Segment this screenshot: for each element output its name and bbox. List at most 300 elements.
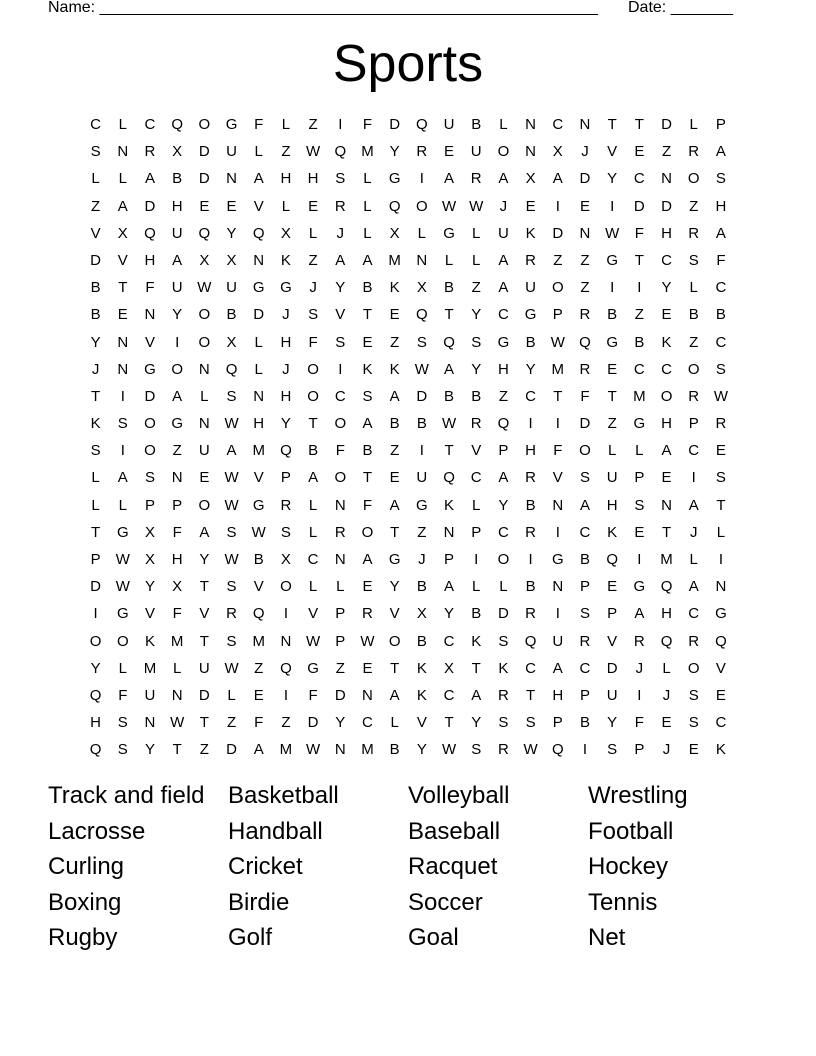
grid-letter: C [362,714,373,732]
grid-letter: E [661,306,672,324]
grid-letter: Y [90,333,101,351]
page-title: Sports [332,35,484,93]
grid-letter: B [172,170,183,188]
grid-letter: G [116,605,129,623]
grid-letter: F [362,496,373,514]
grid-row [82,519,735,546]
grid-letter: F [254,714,264,732]
grid-letter: K [389,360,400,378]
grid-letter: N [144,306,156,324]
grid-letter: O [687,360,700,378]
grid-letter: M [388,251,401,269]
grid-letter: L [499,578,508,596]
grid-letter: R [334,523,346,541]
grid-letter: E [661,469,672,487]
grid-letter: B [416,632,427,650]
grid-row [82,573,735,600]
grid-letter: I [637,686,642,704]
grid-letter: Y [444,605,455,623]
grid-letter: C [661,360,672,378]
grid-letter: H [552,686,564,704]
grid-letter: N [280,632,292,650]
grid-letter: B [416,578,427,596]
grid-letter: G [443,224,455,242]
grid-letter: D [497,605,509,623]
grid-letter: Z [689,333,699,351]
grid-letter: E [362,659,373,677]
grid-letter: M [361,143,374,161]
grid-letter: L [91,496,100,514]
grid-letter: U [470,143,482,161]
grid-letter: C [688,442,700,460]
grid-letter: U [226,143,237,161]
grid-letter: P [471,523,482,541]
grid-letter: S [634,496,645,514]
grid-letter: B [308,442,319,460]
grid-letter: Q [280,442,292,460]
grid-letter: I [283,686,288,704]
grid-letter: N [198,360,210,378]
grid-letter: Z [172,442,182,460]
grid-letter: D [334,686,346,704]
grid-letter: H [253,415,265,433]
grid-letter: H [525,442,537,460]
grid-letter: V [253,469,264,487]
grid-letter: O [687,170,700,188]
grid-letter: I [555,197,560,215]
grid-letter: L [472,496,481,514]
grid-letter: N [117,143,129,161]
grid-letter: J [662,686,671,704]
grid-letter: A [444,170,455,188]
grid-letter: U [525,279,537,297]
grid-letter: U [171,224,183,242]
grid-letter: V [253,197,264,215]
grid-letter: S [498,632,509,650]
grid-row [82,193,735,220]
grid-letter: N [198,415,210,433]
grid-letter: S [715,170,726,188]
grid-letter: Z [335,659,345,677]
grid-row [82,655,735,682]
grid-letter: I [582,741,588,759]
grid-letter: T [634,116,644,133]
grid-letter: Z [91,197,101,215]
grid-letter: X [144,523,155,541]
grid-letter: T [390,659,400,677]
grid-letter: P [335,605,346,623]
grid-letter: F [716,251,726,269]
grid-letter: D [661,197,672,215]
grid-letter: S [335,170,346,188]
grid-letter: G [497,333,510,351]
grid-letter: Y [226,224,237,242]
grid-letter: S [715,360,726,378]
grid-letter: Y [498,496,509,514]
grid-letter: L [91,469,100,487]
grid-letter: R [688,387,700,405]
grid-letter: K [498,659,509,677]
grid-letter: S [117,415,128,433]
word-list-item: Golf [228,924,273,952]
grid-letter: A [389,387,400,405]
grid-letter: Q [416,116,428,133]
grid-letter: L [254,333,263,351]
grid-letter: H [171,197,183,215]
grid-letter: A [253,170,264,188]
grid-letter: R [579,306,591,324]
grid-letter: R [226,605,237,623]
grid-letter: V [90,224,101,242]
grid-letter: K [444,496,455,514]
word-list-item: Football [588,817,674,845]
grid-letter: O [307,387,319,405]
grid-letter: F [172,605,182,623]
grid-letter: X [172,578,183,596]
grid-letter: I [555,605,560,623]
grid-letter: P [634,469,645,487]
grid-letter: K [280,251,291,269]
grid-letter: R [525,469,537,487]
grid-letter: K [90,415,101,433]
grid-letter: O [497,551,510,568]
grid-letter: O [89,632,102,650]
grid-row [82,492,735,519]
grid-letter: Y [607,714,618,732]
word-list-item: Rugby [48,924,118,952]
word-list-item: Tennis [588,888,658,916]
grid-letter: T [716,496,726,514]
word-list-item: Basketball [228,782,339,809]
grid-letter: G [252,496,265,514]
grid-letter: D [416,387,428,405]
grid-letter: M [551,360,565,378]
grid-letter: B [688,306,699,324]
grid-letter: K [389,279,400,297]
grid-letter: Z [199,741,209,759]
grid-letter: B [525,496,536,514]
grid-letter: V [117,251,128,269]
grid-letter: U [497,224,509,242]
grid-letter: Z [308,251,318,269]
grid-letter: T [362,306,373,324]
grid-letter: S [362,387,373,405]
grid-letter: A [362,251,373,269]
grid-letter: J [635,659,644,677]
grid-letter: G [307,659,319,677]
grid-letter: D [90,578,102,596]
grid-letter: S [90,442,101,460]
grid-letter: B [471,116,482,133]
grid-letter: Z [281,714,291,732]
grid-letter: L [716,523,726,541]
grid-letter: V [416,714,427,732]
grid-letter: S [579,469,590,487]
grid-letter: J [282,306,290,324]
grid-letter: S [416,333,427,351]
grid-letter: B [416,415,427,433]
grid-letter: Q [524,632,537,650]
grid-letter: O [307,360,319,378]
grid-letter: E [362,333,373,351]
grid-letter: A [498,251,509,269]
grid-letter: S [90,143,101,161]
grid-letter: S [226,523,237,541]
grid-letter: U [443,116,455,133]
grid-letter: A [471,686,482,704]
grid-letter: M [170,632,184,650]
grid-letter: A [335,251,346,269]
grid-letter: M [252,632,265,650]
grid-letter: L [363,224,372,242]
grid-letter: L [118,496,127,514]
grid-letter: W [224,469,239,487]
grid-letter: O [334,469,347,487]
word-list-item: Birdie [228,888,290,916]
grid-letter: S [117,741,128,759]
grid-letter: X [117,224,128,242]
grid-letter: S [335,333,346,351]
grid-letter: W [251,523,266,541]
grid-letter: W [115,578,130,596]
grid-letter: L [118,116,127,133]
grid-letter: A [362,415,373,433]
grid-letter: L [390,714,399,732]
grid-letter: A [715,143,726,161]
grid-letter: N [253,251,265,269]
grid-letter: T [444,714,454,732]
grid-letter: I [283,605,288,623]
grid-letter: C [334,387,346,405]
grid-letter: Z [580,279,590,297]
grid-letter: A [688,578,699,596]
grid-letter: S [226,387,237,405]
grid-letter: I [474,551,479,568]
grid-letter: Y [335,279,346,297]
grid-letter: W [713,387,728,405]
grid-letter: N [661,170,672,188]
grid-letter: Z [661,143,672,161]
grid-letter: B [471,605,482,623]
grid-letter: L [499,116,508,133]
grid-letter: X [552,143,563,161]
grid-letter: B [715,306,726,324]
grid-letter: E [226,197,237,215]
grid-letter: Q [89,686,102,704]
grid-letter: U [606,469,618,487]
grid-letter: V [253,578,264,596]
grid-letter: R [633,632,645,650]
grid-letter: D [253,306,265,324]
grid-letter: R [688,632,700,650]
grid-letter: W [170,714,185,732]
grid-letter: O [116,632,129,650]
grid-letter: I [610,279,615,297]
grid-letter: T [118,279,128,297]
grid-letter: E [688,741,699,759]
grid-letter: E [579,197,590,215]
grid-letter: O [198,333,211,351]
grid-letter: F [172,523,182,541]
grid-letter: H [171,551,183,568]
grid-letter: I [637,279,642,297]
grid-letter: I [718,551,723,568]
grid-row [82,437,735,464]
grid-letter: M [633,387,646,405]
grid-letter: I [637,551,642,568]
grid-letter: N [334,551,346,568]
grid-letter: V [308,605,319,623]
grid-letter: L [363,197,372,215]
grid-letter: P [688,415,699,433]
grid-letter: D [552,224,564,242]
grid-letter: N [334,496,346,514]
name-field-label: Name: ________________________________________________________ [48,0,598,16]
grid-letter: M [143,659,157,677]
grid-letter: T [172,741,182,759]
grid-letter: N [443,523,455,541]
grid-letter: C [90,116,102,133]
grid-letter: I [120,442,125,460]
grid-letter: B [634,333,645,351]
grid-letter: G [633,578,646,596]
grid-letter: D [661,116,672,133]
grid-letter: W [306,143,321,161]
header-line [48,0,748,20]
word-list-item: Goal [408,924,459,952]
grid-letter: K [607,523,618,541]
grid-row [82,356,735,383]
grid-letter: C [633,360,645,378]
grid-letter: T [634,251,644,269]
grid-letter: Q [252,605,265,623]
grid-letter: Q [280,659,292,677]
grid-letter: R [362,605,373,623]
word-list-item: Baseball [408,817,501,845]
grid-letter: N [117,360,129,378]
grid-letter: G [388,170,401,188]
grid-letter: W [469,197,484,215]
grid-letter: L [472,251,481,269]
grid-letter: I [691,469,696,487]
grid-letter: L [444,251,454,269]
grid-letter: A [389,686,400,704]
grid-letter: R [497,686,509,704]
grid-letter: U [416,469,428,487]
grid-letter: F [553,442,563,460]
grid-letter: N [579,116,591,133]
grid-letter: A [253,741,264,759]
word-list-item: Curling [48,853,125,881]
grid-letter: I [555,415,560,433]
grid-letter: F [634,714,644,732]
grid-letter: E [362,578,373,596]
grid-letter: T [607,387,617,405]
grid-letter: E [199,197,210,215]
grid-letter: H [307,170,319,188]
grid-letter: C [579,523,591,541]
grid-letter: L [281,116,291,133]
word-list-item: Lacrosse [48,817,146,845]
grid-letter: J [336,224,345,242]
grid-letter: C [715,333,727,351]
grid-letter: L [172,659,182,677]
grid-letter: T [444,442,454,460]
grid-letter: K [471,632,482,650]
grid-letter: T [91,387,101,405]
grid-letter: R [416,143,428,161]
grid-letter: A [579,496,590,514]
grid-letter: X [416,605,427,623]
grid-letter: C [552,116,564,133]
grid-letter: H [497,360,509,378]
grid-letter: N [715,578,727,596]
grid-letter: S [471,333,482,351]
grid-letter: B [389,415,400,433]
grid-letter: B [444,279,455,297]
grid-letter: Q [606,551,618,568]
grid-letter: W [224,415,239,433]
grid-letter: N [253,387,265,405]
grid-letter: I [93,605,98,623]
grid-row [82,628,735,655]
grid-letter: R [280,496,292,514]
grid-letter: D [606,659,618,677]
grid-letter: S [525,714,536,732]
grid-letter: S [579,605,590,623]
grid-letter: L [200,387,209,405]
grid-letter: L [308,224,318,242]
grid-letter: J [689,523,698,541]
grid-letter: Z [580,251,590,269]
grid-letter: W [224,659,239,677]
grid-letter: B [444,387,455,405]
grid-letter: G [252,279,265,297]
grid-letter: Q [579,333,591,351]
grid-letter: T [471,659,481,677]
grid-letter: R [525,523,537,541]
word-list [48,778,768,956]
grid-letter: Z [498,387,508,405]
grid-letter: A [389,496,400,514]
word-list-item: Racquet [408,853,498,881]
grid-letter: W [306,741,321,759]
grid-letter: L [281,197,291,215]
grid-letter: E [389,306,400,324]
grid-letter: O [416,197,428,215]
grid-letter: C [715,279,727,297]
grid-letter: L [417,224,427,242]
grid-letter: W [360,632,375,650]
grid-letter: Z [226,714,237,732]
grid-letter: I [528,551,533,568]
grid-letter: O [198,306,211,324]
grid-letter: D [198,170,210,188]
grid-letter: O [361,523,374,541]
grid-letter: O [280,578,292,596]
grid-letter: K [525,224,536,242]
grid-letter: Q [443,469,455,487]
grid-letter: D [579,170,591,188]
grid-letter: R [497,741,509,759]
grid-letter: L [254,360,263,378]
grid-letter: U [198,442,210,460]
grid-letter: X [199,251,210,269]
grid-letter: D [90,251,102,269]
grid-letter: V [199,605,210,623]
grid-letter: Q [334,143,347,161]
grid-letter: X [226,251,237,269]
